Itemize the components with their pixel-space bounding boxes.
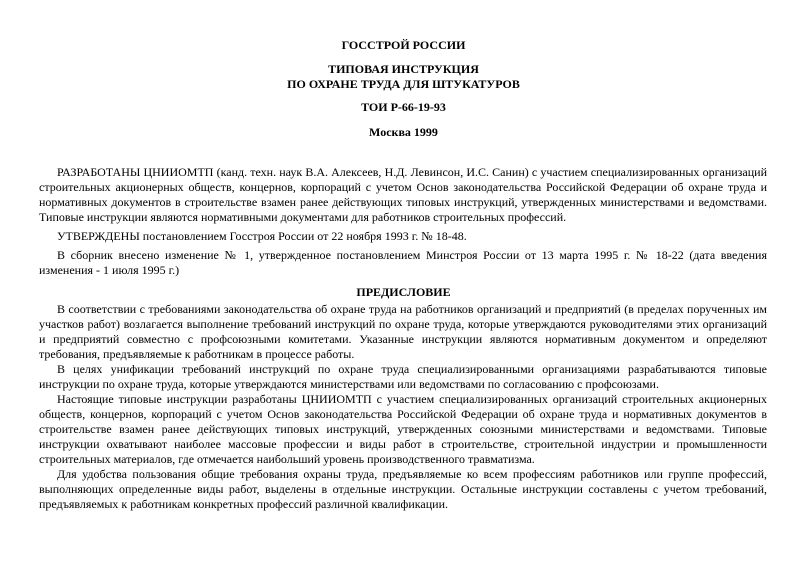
preface-section [39, 302, 767, 512]
document-subtitle: ПО ОХРАНЕ ТРУДА ДЛЯ ШТУКАТУРОВ [287, 77, 520, 91]
preface-paragraph-2: В целях унификации требований инструкций по охране труда специализированными организациями разрабатываются типовые инструкции по охране труда, которые утверждаются министерствами или ведомствами по согласованию с профсоюзами. [39, 362, 767, 391]
document-code: ТОИ Р-66-19-93 [361, 100, 446, 114]
approved-paragraph: УТВЕРЖДЕНЫ постановлением Госстроя России от 22 ноября 1993 г. № 18-48. [57, 229, 467, 243]
preface-paragraph-1: В соответствии с требованиями законодательства об охране труда на работников организаций и предприятий (в пределах порученных им участков работ) возлагается выполнение требований инструкций по охране труда, которые утверждаются руководителями этих организаций и предприятий совместно с профсоюзными комитетами. Указанные инструкции являются нормативным документом и определяют требования, предъявляемые к работникам в процессе работы. [39, 302, 767, 361]
preface-heading: ПРЕДИСЛОВИЕ [356, 285, 451, 299]
amendment-paragraph: В сборник внесено изменение № 1, утвержденное постановлением Минстроя России от 13 марта 1995 г. № 18-22 (дата введения изменения - 1 июля 1995 г.) [39, 248, 767, 277]
city-year: Москва 1999 [369, 125, 438, 139]
document-title: ТИПОВАЯ ИНСТРУКЦИЯ [328, 62, 479, 76]
preface-paragraph-4: Для удобства пользования общие требования охраны труда, предъявляемые ко всем профессиям работников или группе профессий, выполняющих определенные виды работ, выделены в отдельные инструкции. Остальные инструкции составлены с учетом требований, предъявляемых к работникам конкретных профессий различной квалификации. [39, 467, 767, 511]
organization-name: ГОССТРОЙ РОССИИ [341, 38, 466, 52]
developed-paragraph: РАЗРАБОТАНЫ ЦНИИОМТП (канд. техн. наук В.А. Алексеев, Н.Д. Левинсон, И.С. Санин) с участием специализированных организаций строительных акционерных обществ, концернов, корпораций с учетом Основ законодательства Российской Федерации об охране труда и нормативных документов в строительстве взамен ранее действующих типовых инструкций, утвержденных министерствами и ведомствами. Типовые инструкции являются нормативными документами для работников строительных профессий. [39, 165, 767, 224]
intro-section [39, 165, 767, 278]
preface-paragraph-3: Настоящие типовые инструкции разработаны ЦНИИОМТП с участием специализированных организаций строительных акционерных обществ, концернов, корпораций с учетом Основ законодательства Российской Федерации об охране труда и нормативных документов в строительстве взамен ранее действующих типовых инструкций, утвержденных союзными министерствами и ведомствами. Типовые инструкции охватывают наиболее массовые профессии и виды работ в строительстве, строительной индустрии и промышленности строительных материалов, где отмечается наибольший уровень производственного травматизма. [39, 392, 767, 466]
